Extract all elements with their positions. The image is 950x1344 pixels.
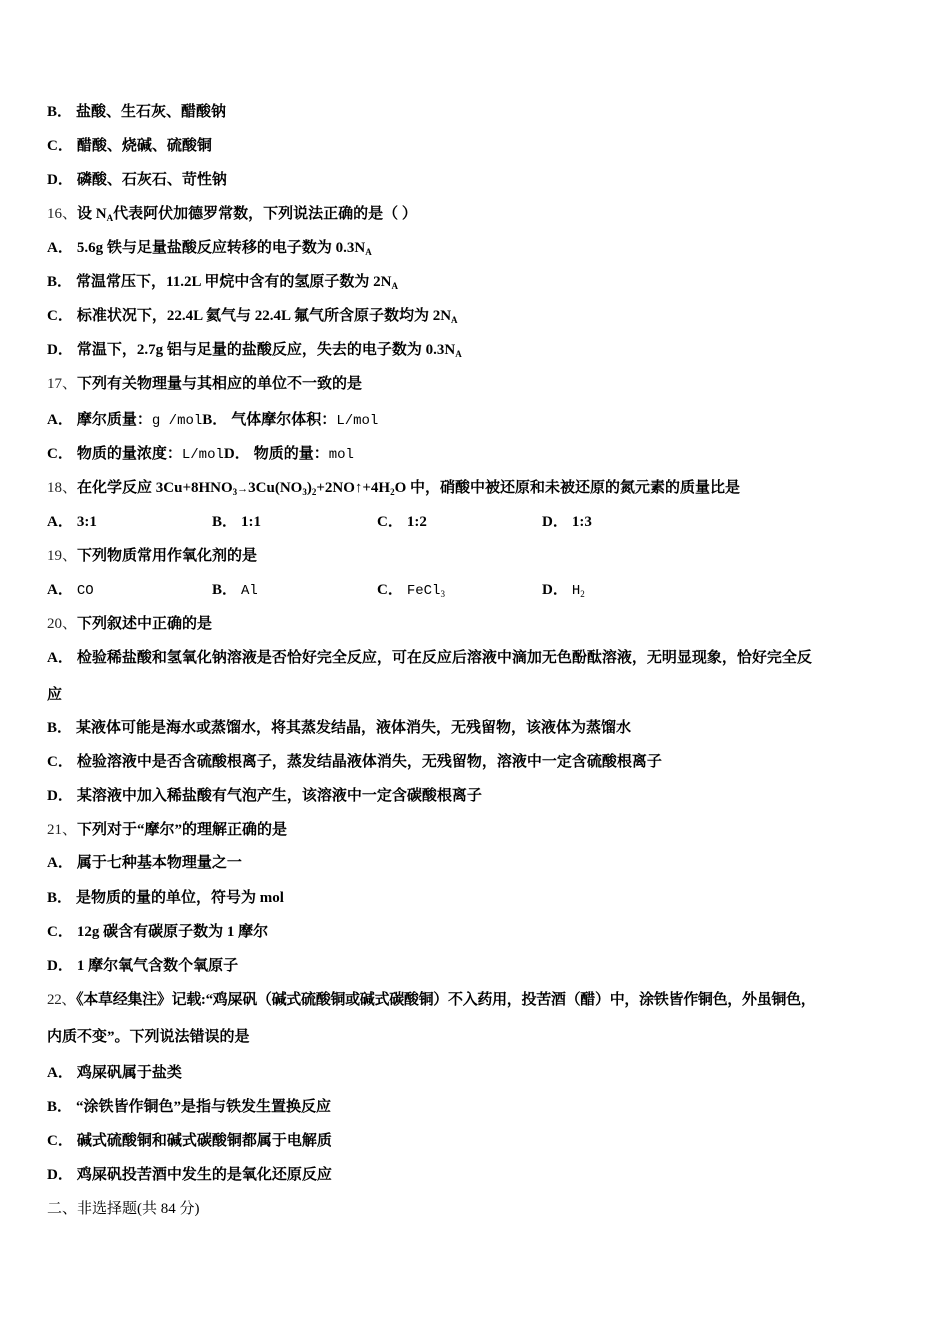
question-number: 20、: [47, 616, 78, 632]
option-text: FeCl: [406, 583, 441, 599]
option-text: H: [571, 583, 581, 599]
question-number: 21、: [47, 822, 78, 838]
q21-option-c: [47, 922, 268, 942]
option-unit: g /mol: [151, 413, 203, 429]
option-label: B．: [212, 514, 238, 530]
subscript: 3: [302, 487, 307, 497]
question-number: 19、: [47, 548, 78, 564]
option-text: 物质的量浓度：: [76, 446, 182, 462]
q20-option-c: [47, 752, 662, 772]
option-label: B．: [47, 890, 73, 906]
subscript: 2: [580, 589, 585, 599]
option-text: 磷酸、石灰石、苛性钠: [76, 172, 227, 188]
q19-option-c: [377, 580, 445, 601]
q22-stem-continued: [47, 1027, 250, 1047]
q18-option-d: [542, 512, 592, 532]
option-unit: L/mol: [336, 413, 379, 429]
stem-text: 下列叙述中正确的是: [77, 616, 213, 632]
option-label: D．: [542, 582, 568, 598]
q16-option-b: [47, 272, 398, 292]
option-text: 属于七种基本物理量之一: [76, 855, 242, 871]
option-text: 常温下，2.7g 铝与足量的盐酸反应，失去的电子数为 0.3N: [76, 342, 456, 358]
option-text: 3:1: [76, 514, 97, 530]
option-text: 某液体可能是海水或蒸馏水，将其蒸发结晶，液体消失，无残留物，该液体为蒸馏水: [76, 720, 632, 736]
option-label: D．: [223, 446, 250, 462]
subscript: A: [106, 213, 114, 223]
option-label: C．: [377, 582, 403, 598]
stem-text: 《本草经集注》记载:“鸡屎矾（碱式硫酸铜或碱式碳酸铜）不入药用，投苦酒（醋）中，涂铁皆作铜色，外虽铜色，: [76, 992, 816, 1008]
q15-option-c: [47, 136, 212, 156]
option-text: 检验稀盐酸和氢氧化钠溶液是否恰好完全反应，可在反应后溶液中滴加无色酚酞溶液，无明显现象，恰好完全反: [76, 650, 812, 666]
option-unit: L/mol: [181, 447, 224, 463]
q16-option-a: [47, 238, 372, 258]
option-label: B．: [202, 412, 228, 428]
q19-option-d: [542, 580, 585, 601]
option-text: 1:2: [406, 514, 427, 530]
option-label: D．: [47, 958, 73, 974]
option-label: B．: [47, 104, 73, 120]
option-text: 某溶液中加入稀盐酸有气泡产生，该溶液中一定含碳酸根离子: [76, 788, 482, 804]
option-label: D．: [542, 514, 568, 530]
stem-text: ): [306, 480, 312, 496]
option-text: 鸡屎矾属于盐类: [76, 1065, 182, 1081]
option-text: 物质的量：: [253, 446, 329, 462]
option-label: C．: [47, 924, 73, 940]
option-text: 常温常压下，11.2L 甲烷中含有的氢原子数为 2N: [76, 274, 392, 290]
subscript: A: [455, 349, 462, 359]
stem-text: +2NO↑+4H: [316, 480, 391, 496]
question-number: 18、: [47, 480, 78, 496]
option-text: 1:1: [241, 514, 262, 530]
q18-option-b: [212, 512, 261, 532]
option-label: C．: [377, 514, 403, 530]
option-label: A．: [47, 1065, 73, 1081]
q20-option-b: [47, 718, 631, 738]
subscript: A: [391, 281, 398, 291]
option-text: Al: [241, 583, 258, 599]
q15-option-b: [47, 102, 226, 122]
stem-text: 内质不变”。下列说法错误的是: [47, 1029, 250, 1045]
stem-text: N: [95, 206, 107, 222]
q20-option-a: [47, 648, 812, 668]
q17-options-cd: [47, 444, 354, 465]
option-text: CO: [76, 583, 94, 599]
reaction-arrow-icon: →: [237, 483, 249, 495]
subscript: A: [451, 315, 458, 325]
q19-option-a: [47, 580, 94, 601]
q16-stem: [47, 204, 417, 224]
q21-option-b: [47, 888, 284, 908]
question-number: 16、: [47, 206, 78, 222]
option-label: D．: [47, 342, 73, 358]
q22-option-d: [47, 1165, 332, 1185]
q22-option-b: [47, 1097, 331, 1117]
q21-stem: [47, 820, 287, 840]
option-label: A．: [47, 650, 73, 666]
stem-text: 在化学反应 3Cu+8HNO: [77, 480, 233, 496]
q21-option-d: [47, 956, 238, 976]
option-text: 标准状况下，22.4L 氦气与 22.4L 氟气所含原子数均为 2N: [76, 308, 452, 324]
option-label: A．: [47, 514, 73, 530]
stem-text: 下列对于“摩尔”的理解正确的是: [77, 822, 288, 838]
option-text: “涂铁皆作铜色”是指与铁发生置换反应: [76, 1099, 332, 1115]
option-text: 鸡屎矾投苦酒中发生的是氧化还原反应: [76, 1167, 332, 1183]
q19-option-b: [212, 580, 258, 601]
q20-option-a-continued: [47, 685, 62, 705]
q21-option-a: [47, 853, 242, 873]
option-label: D．: [47, 172, 73, 188]
option-label: B．: [47, 1099, 73, 1115]
option-label: D．: [47, 1167, 73, 1183]
option-label: B．: [47, 274, 73, 290]
option-text: 气体摩尔体积：: [231, 412, 337, 428]
q20-stem: [47, 614, 212, 634]
option-text: 12g 碳含有碳原子数为 1 摩尔: [76, 924, 269, 940]
q16-option-c: [47, 306, 458, 326]
option-label: C．: [47, 754, 73, 770]
section-heading-text: 二、非选择题(共 84 分): [47, 1201, 200, 1217]
option-text: 醋酸、烧碱、硫酸铜: [76, 138, 212, 154]
option-text: 1:3: [571, 514, 592, 530]
option-text: 1 摩尔氧气含数个氧原子: [76, 958, 239, 974]
option-text: 检验溶液中是否含硫酸根离子，蒸发结晶液体消失，无残留物，溶液中一定含硫酸根离子: [76, 754, 662, 770]
subscript: A: [365, 247, 372, 257]
option-label: B．: [212, 582, 238, 598]
option-text: 摩尔质量：: [76, 412, 152, 428]
option-text: 是物质的量的单位，符号为 mol: [76, 890, 284, 906]
option-label: A．: [47, 412, 73, 428]
option-label: D．: [47, 788, 73, 804]
option-label: B．: [47, 720, 73, 736]
q22-option-c: [47, 1131, 332, 1151]
q17-stem: [47, 374, 362, 394]
stem-text: O 中，硝酸中被还原和未被还原的氮元素的质量比是: [394, 480, 741, 496]
option-text: 碱式硫酸铜和碱式碳酸铜都属于电解质: [76, 1133, 332, 1149]
q22-stem: [47, 990, 816, 1010]
option-label: A．: [47, 582, 73, 598]
option-text: 应: [47, 687, 63, 703]
q20-option-d: [47, 786, 482, 806]
option-text: 盐酸、生石灰、醋酸钠: [76, 104, 227, 120]
subscript: 2: [311, 487, 317, 497]
q18-stem: [47, 478, 740, 499]
stem-text: 下列有关物理量与其相应的单位不一致的是: [77, 376, 363, 392]
q17-options-ab: [47, 410, 378, 431]
q15-option-d: [47, 170, 227, 190]
subscript: 3: [440, 589, 445, 599]
stem-text: 3Cu(NO: [248, 480, 303, 496]
subscript: 2: [390, 487, 395, 497]
stem-text: 设: [77, 206, 96, 222]
stem-text: 下列物质常用作氧化剂的是: [77, 548, 258, 564]
section-heading: [47, 1199, 200, 1219]
option-text: 5.6g 铁与足量盐酸反应转移的电子数为 0.3N: [76, 240, 366, 256]
q18-option-c: [377, 512, 427, 532]
subscript: 3: [232, 487, 238, 497]
q16-option-d: [47, 340, 462, 360]
option-label: C．: [47, 308, 73, 324]
option-label: C．: [47, 1133, 73, 1149]
option-label: A．: [47, 855, 73, 871]
q19-stem: [47, 546, 257, 566]
option-label: C．: [47, 446, 73, 462]
q22-option-a: [47, 1063, 182, 1083]
option-unit: mol: [328, 447, 354, 463]
option-label: A．: [47, 240, 73, 256]
question-number: 17、: [47, 376, 78, 392]
question-number: 22、: [47, 992, 77, 1008]
q18-option-a: [47, 512, 97, 532]
option-label: C．: [47, 138, 73, 154]
stem-text: 代表阿伏加德罗常数，下列说法正确的是（ ）: [113, 206, 417, 222]
